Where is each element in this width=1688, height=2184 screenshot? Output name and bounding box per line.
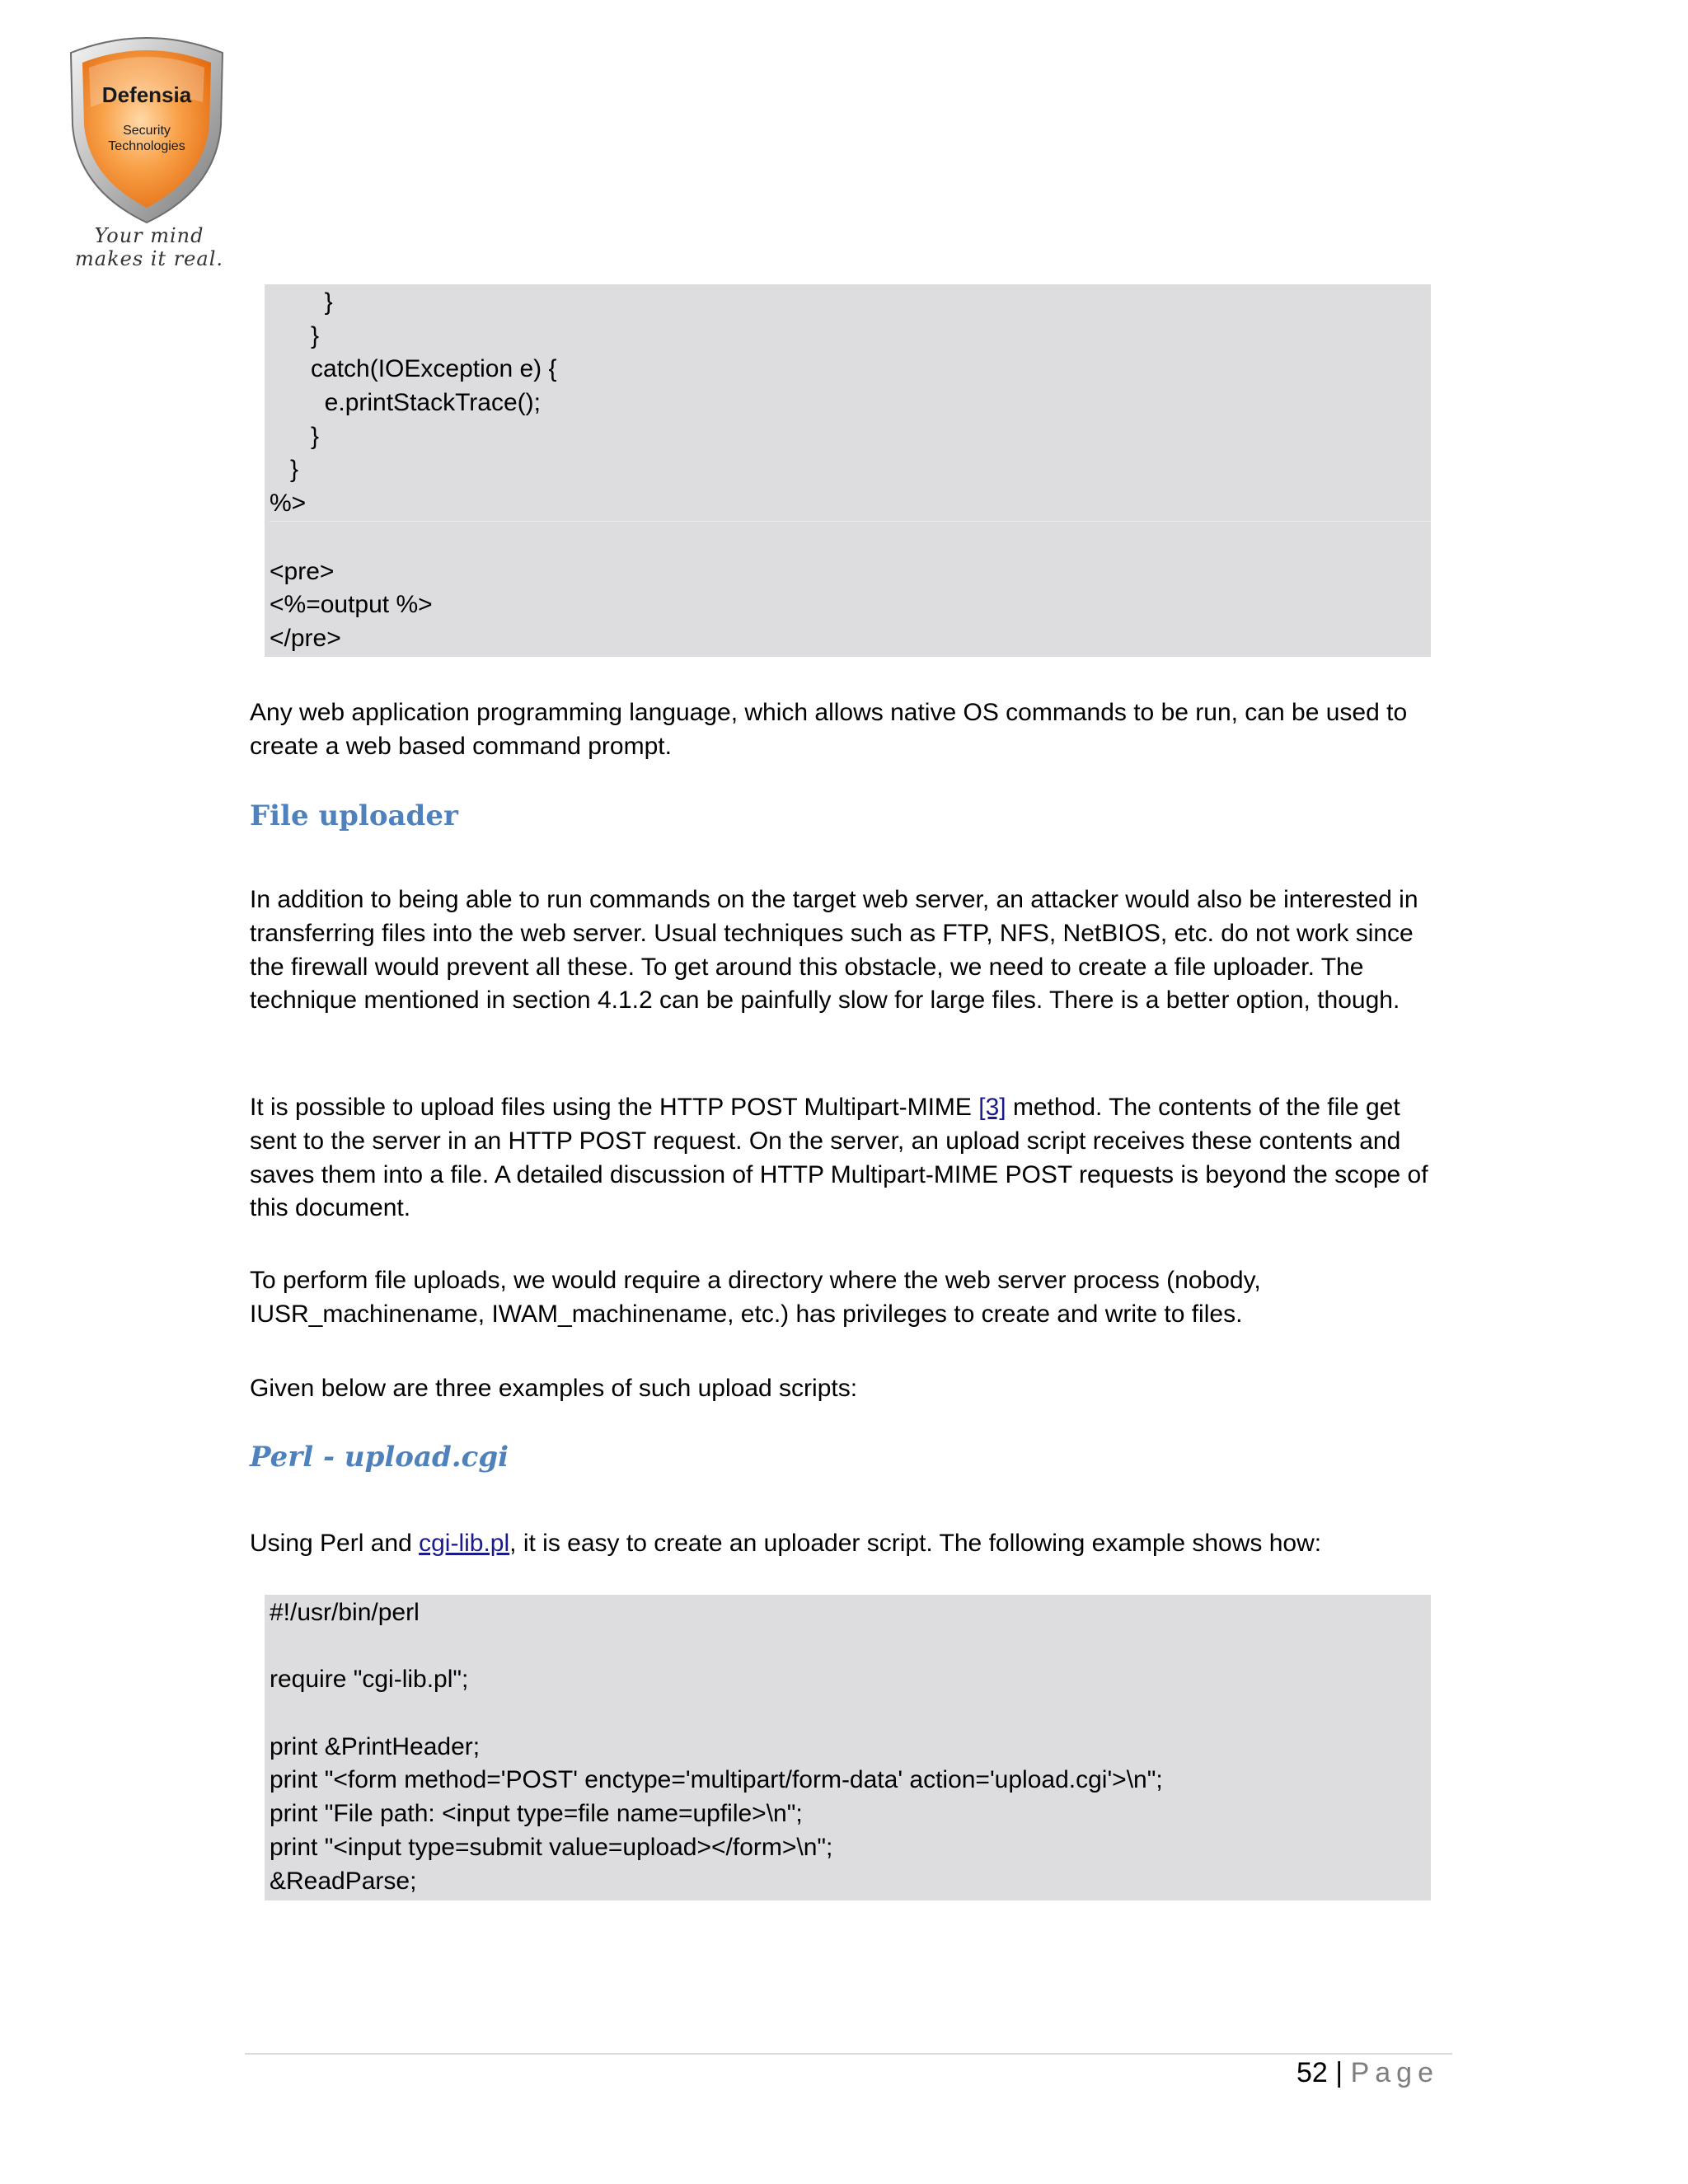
cgi-lib-link[interactable]: cgi-lib.pl bbox=[419, 1530, 510, 1557]
page-number: 52 bbox=[1296, 2057, 1328, 2088]
logo-line1: Security bbox=[123, 124, 171, 138]
paragraph-examples-intro: Given below are three examples of such upload scripts: bbox=[250, 1375, 858, 1402]
paragraph-text: method. The contents of the file get sent to the server in an HTTP POST request. On the server, an upload script receives these contents and saves them into a file. A detailed discussion of HTTP Multipart-MIME POST requests is beyond the scope of this document. bbox=[250, 1094, 1428, 1222]
paragraph-text: , it is easy to create an uploader script. The following example shows how: bbox=[509, 1530, 1322, 1557]
code-lines-a bbox=[270, 286, 1431, 521]
code-line: print "<input type=submit value=upload></form>\n"; bbox=[270, 1833, 833, 1861]
paragraph-text: It is possible to upload files using the HTTP POST Multipart-MIME bbox=[250, 1094, 979, 1121]
code-lines-b bbox=[270, 522, 1431, 656]
shield-icon bbox=[56, 28, 237, 226]
paragraph-perl-intro bbox=[250, 1527, 1445, 1561]
code-line: } bbox=[270, 456, 299, 484]
code-line: #!/usr/bin/perl bbox=[270, 1599, 420, 1626]
code-line: &ReadParse; bbox=[270, 1867, 417, 1895]
code-line: print &PrintHeader; bbox=[270, 1732, 481, 1760]
code-block-perl bbox=[265, 1595, 1431, 1900]
paragraph-web-command-prompt: Any web application programming language, which allows native OS commands to be run, can be used to create a web based command prompt. bbox=[250, 699, 1408, 760]
code-line: catch(IOException e) { bbox=[270, 355, 557, 383]
code-line: require "cgi-lib.pl"; bbox=[270, 1666, 469, 1694]
logo-tagline: Your mind makes it real. bbox=[75, 224, 223, 270]
logo-line2: Technologies bbox=[108, 139, 185, 153]
code-line: <%=output %> bbox=[270, 591, 433, 619]
code-block-jsp bbox=[265, 284, 1431, 657]
code-line: <pre> bbox=[270, 557, 335, 585]
code-line: </pre> bbox=[270, 624, 341, 652]
subsection-heading-perl-upload: Perl - upload.cgi bbox=[250, 1441, 509, 1474]
footer-separator: | bbox=[1335, 2057, 1343, 2088]
paragraph-transferring-files: In addition to being able to run commands on the target web server, an attacker would also be interested in transferring files into the web server. Usual techniques such as FTP, NFS, NetBIOS, etc. do not work since the firewall would prevent all these. To get around this obstacle, we need to create a file uploader. The technique mentioned in section 4.1.2 can be painfully slow for large files. There is a better option, though. bbox=[250, 886, 1418, 1015]
paragraph-text: Using Perl and bbox=[250, 1530, 420, 1557]
code-line: print "<form method='POST' enctype='multipart/form-data' action='upload.cgi'>\n"; bbox=[270, 1766, 1163, 1794]
code-line bbox=[270, 1697, 1431, 1731]
code-line bbox=[270, 1630, 1431, 1664]
code-line: } bbox=[270, 422, 320, 450]
section-heading-file-uploader: File uploader bbox=[250, 799, 458, 832]
code-line: print "File path: <input type=file name=upfile>\n"; bbox=[270, 1800, 803, 1828]
company-logo bbox=[56, 28, 237, 270]
paragraph-multipart-mime bbox=[250, 1091, 1445, 1226]
paragraph-upload-directory: To perform file uploads, we would require a directory where the web server process (nobody, IUSR_machinename, IWAM_machinename, etc.) has privileges to create and write to files. bbox=[250, 1267, 1261, 1328]
footer-divider bbox=[245, 2053, 1452, 2055]
page-label: Page bbox=[1350, 2057, 1439, 2088]
logo-brand: Defensia bbox=[101, 82, 192, 107]
code-line bbox=[270, 522, 1431, 555]
reference-link-3[interactable]: [3] bbox=[978, 1094, 1006, 1121]
code-line: } bbox=[270, 321, 320, 349]
page-number-footer bbox=[1296, 2057, 1439, 2089]
code-line: } bbox=[270, 288, 333, 316]
code-line: e.printStackTrace(); bbox=[270, 389, 541, 417]
code-line: %> bbox=[270, 490, 307, 518]
